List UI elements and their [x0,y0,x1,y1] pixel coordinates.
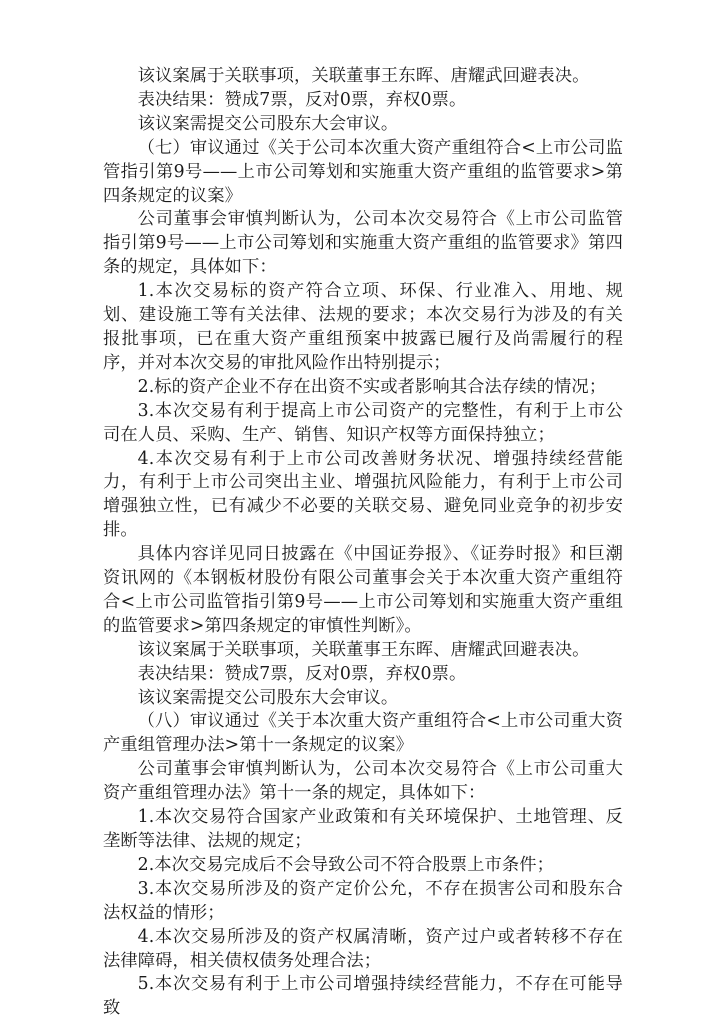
section-heading-eight: （八）审议通过《关于本次重大资产重组符合<上市公司重大资产重组管理办法>第十一条规定的议案》 [103,711,623,756]
paragraph-board-judgment: 公司董事会审慎判断认为，公司本次交易符合《上市公司重大资产重组管理办法》第十一条的规定，具体如下： [103,759,623,804]
paragraph-disclosure-details: 具体内容详见同日披露在《中国证券报》、《证券时报》和巨潮资讯网的《本钢板材股份有限公司董事会关于本次重大资产重组符合<上市公司监管指引第9号——上市公司筹划和实施重大资产重组的监管要求>第四条规定的审慎性判断》。 [103,544,623,636]
list-item-2: 2.标的资产企业不存在出资不实或者影响其合法存续的情况； [137,376,607,397]
list-item-1: 1.本次交易标的资产符合立项、环保、行业准入、用地、规划、建设施工等有关法律、法规的要求；本次交易行为涉及的有关报批事项，已在重大资产重组预案中披露已履行及尚需履行的程序，并对本次交易的审批风险作出特别提示； [103,281,623,373]
paragraph-vote-result: 表决结果：赞成7票，反对0票，弃权0票。 [137,89,467,110]
list-item-2: 2.本次交易完成后不会导致公司不符合股票上市条件； [137,854,555,875]
list-item-4: 4.本次交易所涉及的资产权属清晰，资产过户或者转移不存在法律障碍，相关债权债务处理合法； [103,926,623,971]
paragraph-submit-shareholders: 该议案需提交公司股东大会审议。 [137,687,399,708]
list-item-3: 3.本次交易所涉及的资产定价公允，不存在损害公司和股东合法权益的情形； [103,878,623,923]
list-item-3: 3.本次交易有利于提高上市公司资产的完整性，有利于上市公司在人员、采购、生产、销售、知识产权等方面保持独立； [103,400,623,445]
list-item-5: 5.本次交易有利于上市公司增强持续经营能力，不存在可能导致 [103,974,623,1019]
paragraph-related-matter: 该议案属于关联事项，关联董事王东晖、唐耀武回避表决。 [137,639,590,660]
section-heading-seven: （七）审议通过《关于公司本次重大资产重组符合<上市公司监管指引第9号——上市公司筹划和实施重大资产重组的监管要求>第四条规定的议案》 [103,137,623,206]
paragraph-vote-result: 表决结果：赞成7票，反对0票，弃权0票。 [137,663,467,684]
paragraph-related-matter: 该议案属于关联事项，关联董事王东晖、唐耀武回避表决。 [137,66,590,86]
document-body [103,65,623,1021]
paragraph-board-judgment: 公司董事会审慎判断认为，公司本次交易符合《上市公司监管指引第9号——上市公司筹划和实施重大资产重组的监管要求》第四条的规定，具体如下： [103,209,623,278]
paragraph-submit-shareholders: 该议案需提交公司股东大会审议。 [137,113,399,134]
list-item-4: 4.本次交易有利于上市公司改善财务状况、增强持续经营能力，有利于上市公司突出主业、增强抗风险能力，有利于上市公司增强独立性，已有减少不必要的关联交易、避免同业竞争的初步安排。 [103,448,623,541]
list-item-1: 1.本次交易符合国家产业政策和有关环境保护、土地管理、反垄断等法律、法规的规定； [103,807,623,851]
